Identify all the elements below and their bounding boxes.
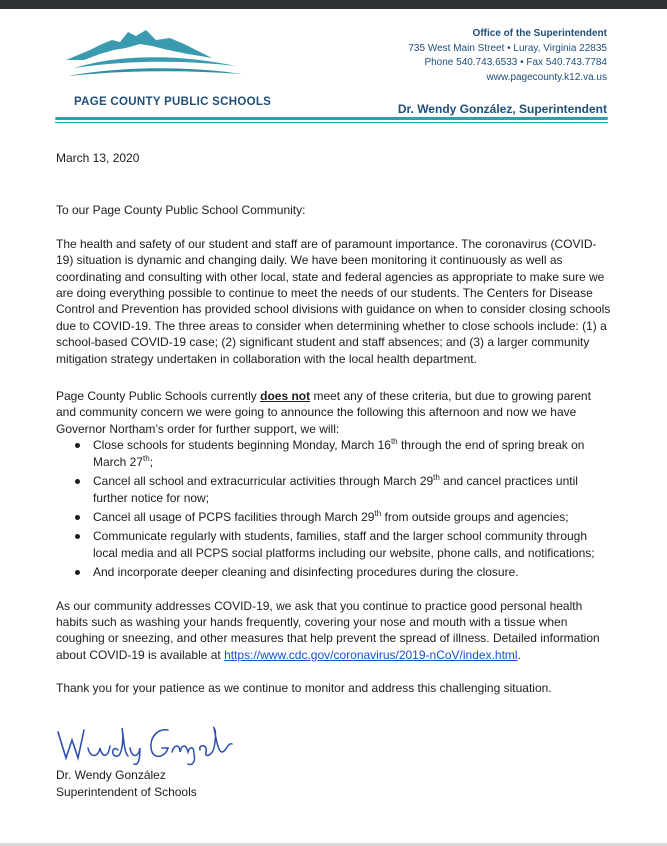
district-name: PAGE COUNTY PUBLIC SCHOOLS <box>74 96 272 108</box>
letter-greeting: To our Page County Public School Community: <box>56 203 306 218</box>
superintendent-heading: Dr. Wendy González, Superintendent <box>397 102 607 116</box>
list-item: Close schools for students beginning Monday, March 16th through the end of spring break on March 27th; <box>93 437 612 470</box>
signatory-title: Superintendent of Schools <box>56 785 197 799</box>
list-item: Communicate regularly with students, families, staff and the larger school community through local media and all PCPS social platforms including our website, phone calls, and notifications; <box>93 528 612 561</box>
office-contact-block <box>408 27 607 85</box>
office-website: www.pagecounty.k12.va.us <box>486 71 607 83</box>
criteria-text-start: Page County Public Schools currently <box>56 389 261 404</box>
list-item: And incorporate deeper cleaning and disinfecting procedures during the closure. <box>93 564 612 580</box>
handwritten-signature <box>52 718 242 766</box>
list-item: Cancel all usage of PCPS facilities through March 29th from outside groups and agencies; <box>93 509 612 525</box>
office-address: 735 West Main Street • Luray, Virginia 22835 <box>408 42 607 54</box>
cdc-link[interactable]: https://www.cdc.gov/coronavirus/2019-nCoV/index.html <box>224 647 518 662</box>
action-list <box>56 437 612 580</box>
criteria-emphasis: does not <box>260 389 311 404</box>
paragraph-criteria <box>56 388 612 437</box>
office-phone-fax: Phone 540.743.6533 • Fax 540.743.7784 <box>424 57 607 68</box>
mountain-logo-icon <box>60 20 260 90</box>
paragraph-guidance: The health and safety of our student and staff are of paramount importance. The coronavirus (COVID-19) situation is dynamic and changing daily. We have been monitoring it continuously as well as coordinating and consulting with other local, state and federal agencies as appropriate to make sure we are doing everything possible to continue to meet the needs of our students. The Centers for Disease Control and Prevention has provided school divisions with guidance on when to consider closing schools due to COVID-19. The three areas to consider when determining whether to close schools include: (1) a school-based COVID-19 case; (2) significant student and staff absences; and (3) a larger community mitigation strategy undertaken in collaboration with the local health department. <box>56 236 611 366</box>
office-title: Office of the Superintendent <box>472 28 607 39</box>
paragraph-closing: Thank you for your patience as we continue to monitor and address this challenging situation. <box>56 681 552 696</box>
letter-body <box>56 150 612 697</box>
letterhead-rule <box>55 117 608 120</box>
letterhead-rule-thin <box>55 122 608 123</box>
letter-date: March 13, 2020 <box>56 151 140 165</box>
viewer-top-bar <box>0 0 667 9</box>
criteria-text-end: meet any of these criteria, but due to growing parent and community concern we were going to announce the following this afternoon and now we have Governor Northam’s order for further support, we will: <box>56 389 591 436</box>
signatory-name: Dr. Wendy González <box>56 768 166 782</box>
list-item: Cancel all school and extracurricular activities through March 29th and cancel practices until further notice for now; <box>93 473 612 506</box>
district-logo <box>60 20 272 112</box>
paragraph-health-habits: As our community addresses COVID-19, we ask that you continue to practice good personal health habits such as washing your hands frequently, covering your nose and mouth with a tissue when coughing or sneezing, and other measures that help prevent the spread of illness. Detailed information about COVID-19 is available at https://www.cdc.gov/coronavirus/2019-nCoV/index.html. <box>56 598 600 662</box>
